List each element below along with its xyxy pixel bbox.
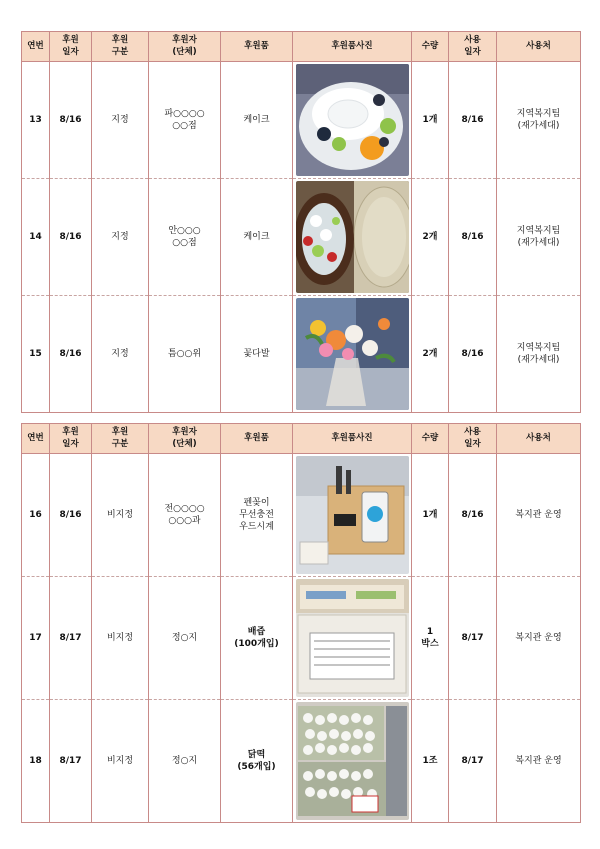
cell-photo [293, 454, 412, 577]
table-row [22, 296, 581, 413]
donation-table-1 [21, 31, 581, 413]
cell-item: 꽃다발 [221, 296, 293, 413]
cell-type: 지정 [92, 296, 149, 413]
col-header-type: 후원 구분 [92, 424, 149, 454]
cell-place: 지역복지팀 (재가세대) [497, 179, 581, 296]
cell-qty: 2개 [412, 296, 449, 413]
cell-qty: 1 박스 [412, 577, 449, 700]
col-header-photo: 후원품사진 [293, 424, 412, 454]
cake-photo [296, 181, 409, 293]
col-header-qty: 수량 [412, 32, 449, 62]
cell-place: 지역복지팀 (재가세대) [497, 296, 581, 413]
cell-no: 14 [22, 179, 50, 296]
cell-no: 16 [22, 454, 50, 577]
cell-item: 케이크 [221, 62, 293, 179]
table-row [22, 454, 581, 577]
cell-item: 펜꽂이 무선충전 우드시계 [221, 454, 293, 577]
cell-no: 17 [22, 577, 50, 700]
cell-qty: 1개 [412, 62, 449, 179]
cell-donor: 정○지 [149, 577, 221, 700]
cell-place: 복지관 운영 [497, 454, 581, 577]
col-header-donor: 후원자 (단체) [149, 424, 221, 454]
col-header-date: 후원 일자 [50, 424, 92, 454]
cell-item: 케이크 [221, 179, 293, 296]
cell-donor: 파○○○○ ○○점 [149, 62, 221, 179]
col-header-no: 연번 [22, 424, 50, 454]
cell-qty: 1조 [412, 700, 449, 823]
cell-donor: 틈○○위 [149, 296, 221, 413]
cell-photo [293, 62, 412, 179]
cell-photo [293, 700, 412, 823]
cell-place: 복지관 운영 [497, 700, 581, 823]
pear-juice-box-photo [296, 579, 409, 697]
cell-use-date: 8/17 [449, 700, 497, 823]
cell-use-date: 8/17 [449, 577, 497, 700]
col-header-item: 후원품 [221, 424, 293, 454]
donation-table-2 [21, 423, 581, 823]
rice-cake-photo [296, 702, 409, 820]
cell-place: 지역복지팀 (재가세대) [497, 62, 581, 179]
cell-no: 18 [22, 700, 50, 823]
col-header-place: 사용처 [497, 32, 581, 62]
cell-photo [293, 179, 412, 296]
cell-donor: 안○○○ ○○점 [149, 179, 221, 296]
cell-qty: 2개 [412, 179, 449, 296]
table-header-row [22, 32, 581, 62]
cell-date: 8/16 [50, 296, 92, 413]
col-header-place: 사용처 [497, 424, 581, 454]
cell-date: 8/16 [50, 179, 92, 296]
cell-date: 8/16 [50, 62, 92, 179]
flower-bouquet-photo [296, 298, 409, 410]
cell-date: 8/17 [50, 700, 92, 823]
cell-date: 8/17 [50, 577, 92, 700]
cell-type: 비지정 [92, 700, 149, 823]
cell-photo [293, 577, 412, 700]
cell-item: 배즙 (100개입) [221, 577, 293, 700]
col-header-photo: 후원품사진 [293, 32, 412, 62]
table-row [22, 62, 581, 179]
cell-photo [293, 296, 412, 413]
cell-donor: 정○지 [149, 700, 221, 823]
cell-use-date: 8/16 [449, 62, 497, 179]
col-header-use-date: 사용 일자 [449, 32, 497, 62]
wood-clock-charger-photo [296, 456, 409, 574]
cell-type: 비지정 [92, 454, 149, 577]
col-header-type: 후원 구분 [92, 32, 149, 62]
cell-use-date: 8/16 [449, 179, 497, 296]
cell-type: 지정 [92, 179, 149, 296]
col-header-no: 연번 [22, 32, 50, 62]
table-row [22, 700, 581, 823]
table-header-row [22, 424, 581, 454]
cell-use-date: 8/16 [449, 454, 497, 577]
cell-item: 닭떡 (56개입) [221, 700, 293, 823]
table-row [22, 577, 581, 700]
cell-date: 8/16 [50, 454, 92, 577]
col-header-use-date: 사용 일자 [449, 424, 497, 454]
cell-type: 비지정 [92, 577, 149, 700]
cell-no: 13 [22, 62, 50, 179]
cell-no: 15 [22, 296, 50, 413]
col-header-donor: 후원자 (단체) [149, 32, 221, 62]
col-header-date: 후원 일자 [50, 32, 92, 62]
col-header-qty: 수량 [412, 424, 449, 454]
cell-type: 지정 [92, 62, 149, 179]
col-header-item: 후원품 [221, 32, 293, 62]
cell-qty: 1개 [412, 454, 449, 577]
table-row [22, 179, 581, 296]
cell-place: 복지관 운영 [497, 577, 581, 700]
cell-use-date: 8/16 [449, 296, 497, 413]
cake-photo [296, 64, 409, 176]
cell-donor: 전○○○○ ○○○과 [149, 454, 221, 577]
